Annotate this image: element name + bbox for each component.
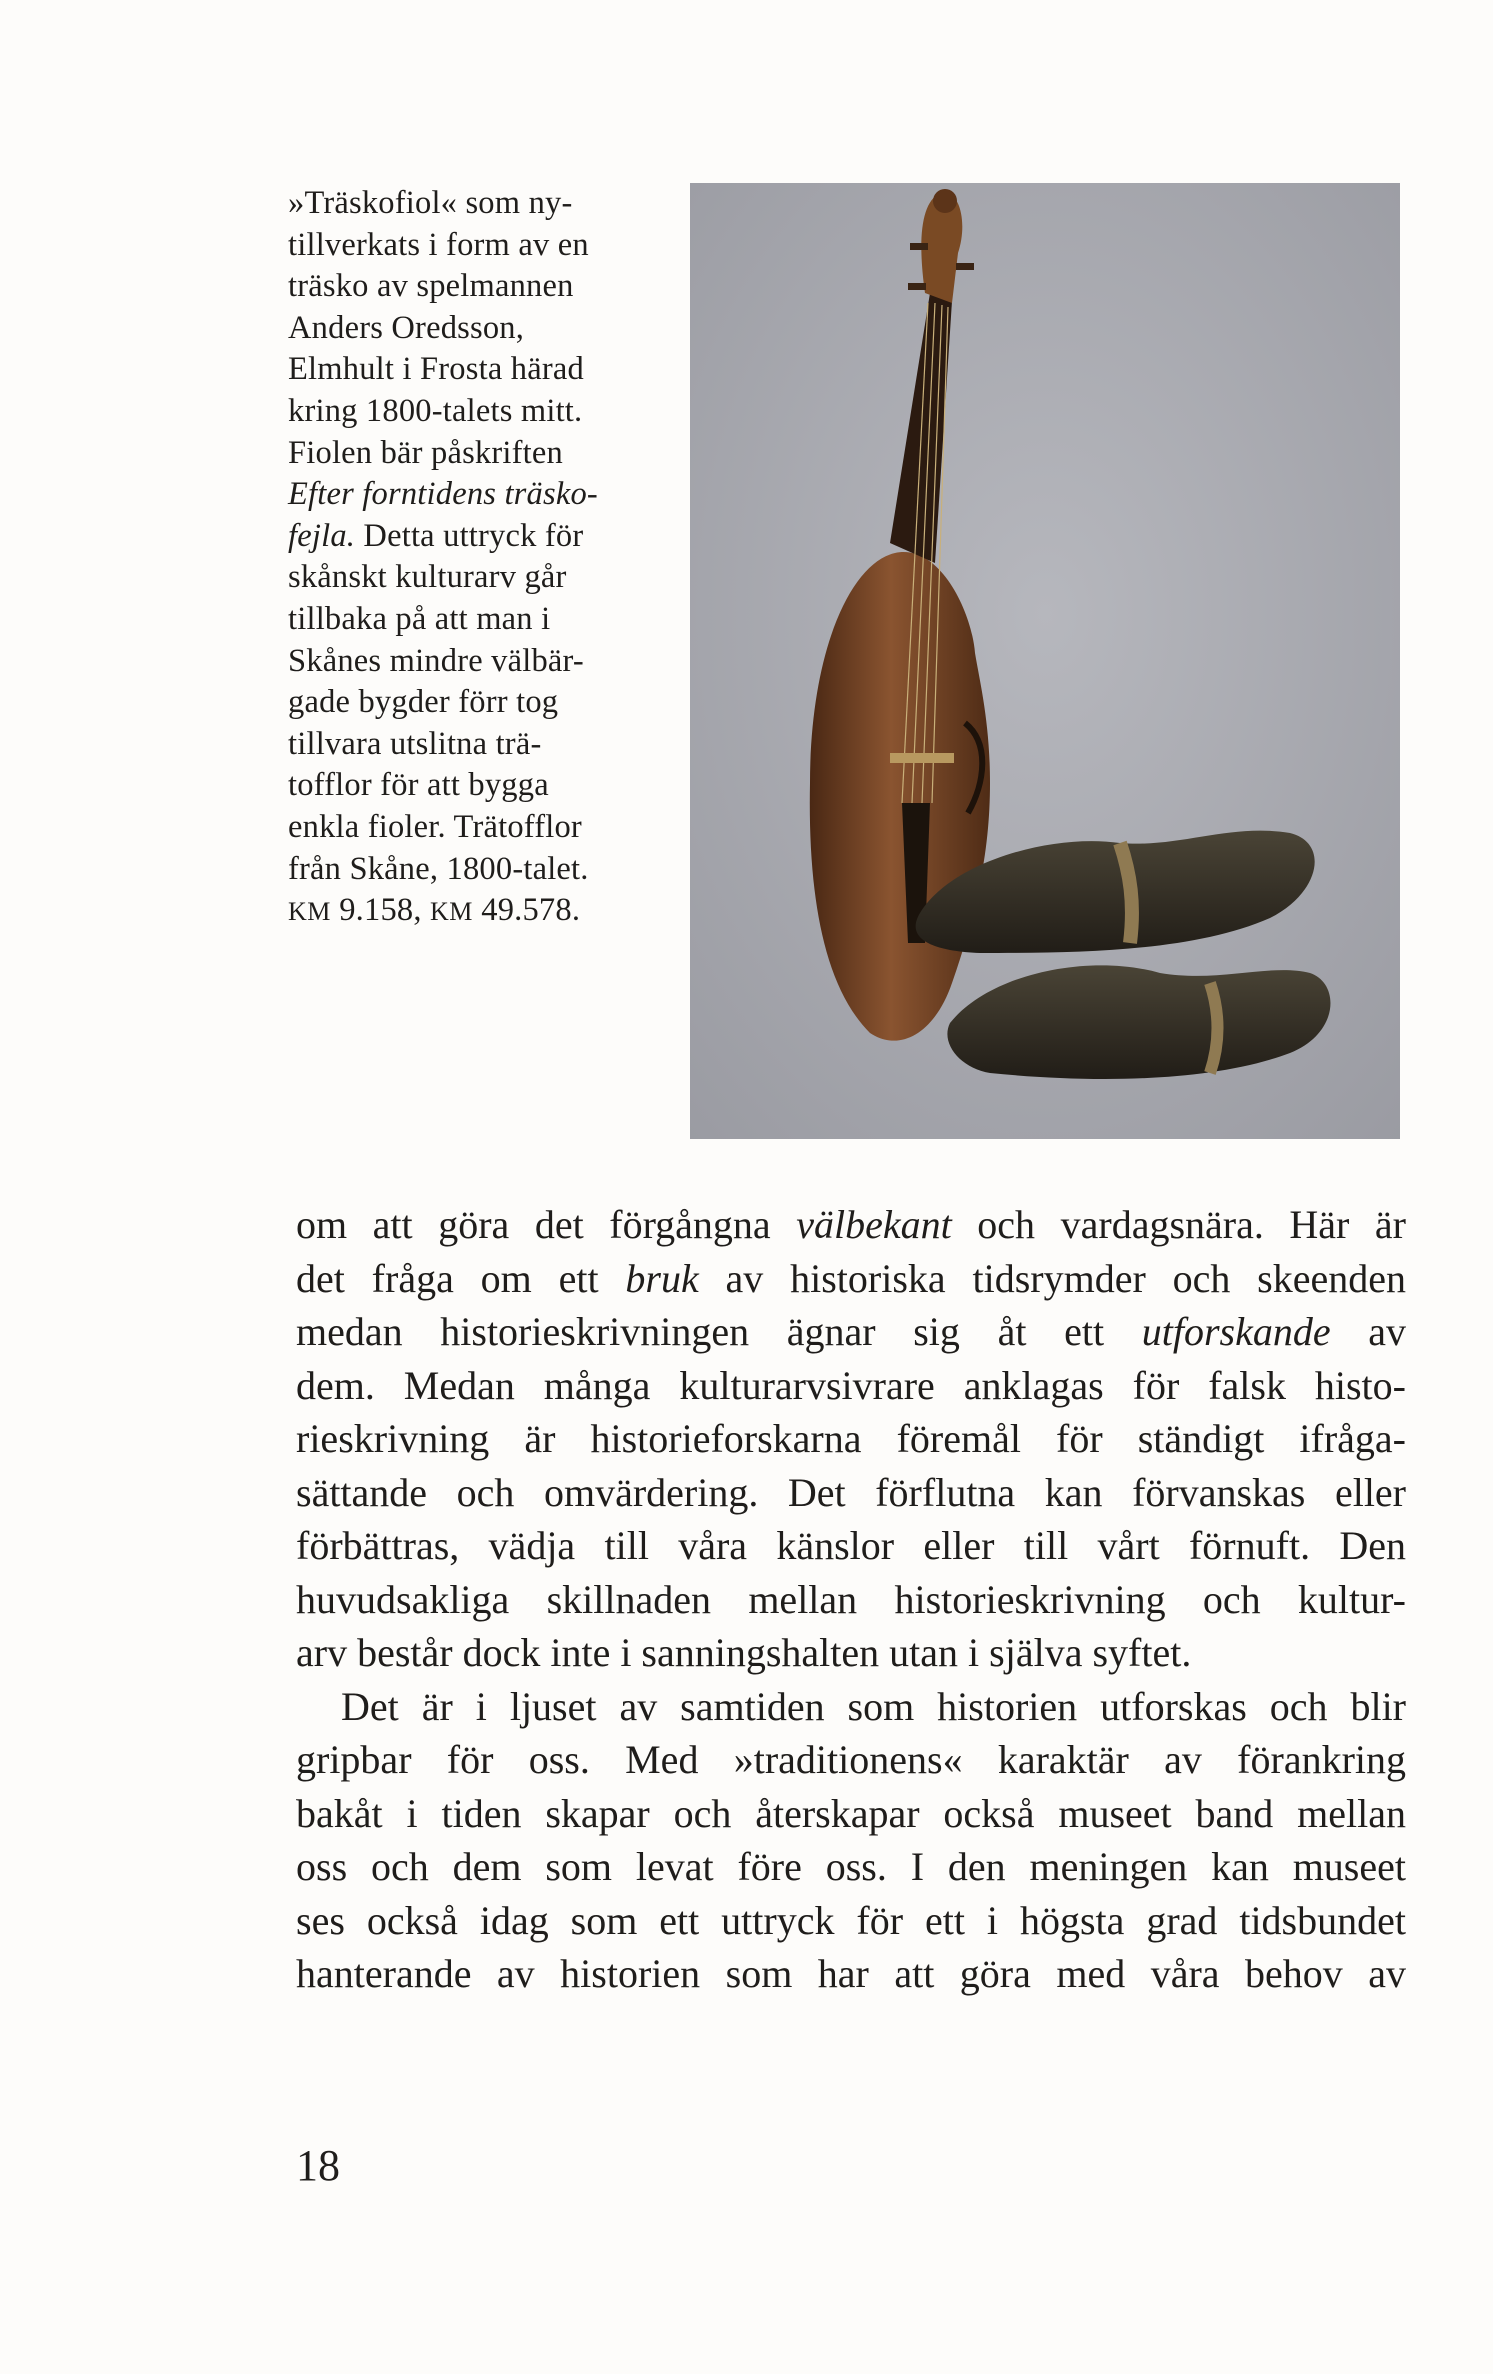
body-line (296, 1252, 1406, 1306)
body-line: Det är i ljuset av samtiden som historien utforskas och blir (341, 1683, 1406, 1729)
caption-line (288, 516, 648, 558)
inventory-number: 9.158, (330, 892, 431, 929)
fiddle-and-clogs-photo (690, 183, 1400, 1139)
museum-abbrev: KM (430, 897, 473, 927)
bridge-shape (890, 753, 954, 763)
caption-line: Skånes mindre välbär- (288, 642, 584, 679)
page-number: 18 (296, 2141, 340, 2190)
caption-line: tofflor för att bygga (288, 767, 549, 804)
body-text-segment: av (1330, 1309, 1406, 1354)
caption-line: träsko av spelmannen (288, 268, 574, 305)
main-body-text (296, 1198, 1406, 2001)
body-line: huvudsakliga skillnaden mellan historieskrivning och kultur- (296, 1576, 1406, 1622)
caption-text: Detta uttryck för (355, 517, 584, 554)
peg-shape (908, 283, 926, 290)
caption-inventory-numbers (288, 890, 648, 933)
body-line: ses också idag som ett uttryck för ett i högsta grad tidsbundet (296, 1897, 1406, 1943)
peg-shape (956, 263, 974, 270)
peg-shape (910, 243, 928, 250)
body-italic-term: välbekant (796, 1202, 952, 1247)
body-line: förbättras, vädja till våra känslor eller till vårt förnuft. Den (296, 1523, 1406, 1568)
fiddle-and-clogs-illustration (690, 183, 1400, 1139)
caption-line: skånskt kulturarv går (288, 559, 567, 596)
body-line: rieskrivning är historieforskarna föremål för ständigt ifråga- (296, 1416, 1406, 1461)
body-text-segment: av historiska tidsrymder och skeenden (698, 1255, 1406, 1301)
caption-line: Fiolen bär påskriften (288, 434, 563, 471)
caption-italic-inscription: fejla. (288, 517, 356, 554)
caption-line: tillverkats i form av en (288, 226, 589, 263)
caption-italic-inscription: Efter forntidens träsko- (288, 476, 598, 513)
caption-line: kring 1800-talets mitt. (288, 392, 583, 429)
body-line: dem. Medan många kulturarvsivrare anklagas för falsk histo- (296, 1362, 1406, 1408)
inventory-number: 49.578. (472, 892, 581, 929)
photo-caption (288, 183, 648, 933)
body-line (296, 1305, 1406, 1359)
caption-line: tillvara utslitna trä- (288, 725, 542, 762)
body-line: sättande och omvärdering. Det förflutna kan förvanskas eller (296, 1469, 1406, 1515)
body-italic-term: bruk (625, 1255, 699, 1301)
caption-line: från Skåne, 1800-talet. (288, 850, 589, 887)
body-italic-term: utforskande (1141, 1309, 1331, 1354)
caption-line: Elmhult i Frosta härad (288, 351, 584, 388)
scroll-head-shape (933, 189, 957, 213)
caption-line: tillbaka på att man i (288, 600, 551, 637)
body-line: oss och dem som levat före oss. I den meningen kan museet (296, 1844, 1406, 1889)
body-text-segment: om att göra det förgångna (296, 1202, 797, 1247)
body-text-segment: medan historieskrivningen ägnar sig åt ett (296, 1309, 1142, 1354)
body-line: bakåt i tiden skapar och återskapar också museet band mellan (296, 1790, 1406, 1836)
body-line: gripbar för oss. Med »traditionens« karaktär av förankring (296, 1737, 1406, 1782)
body-line: arv består dock inte i sanningshalten utan i själva syftet. (296, 1630, 1192, 1675)
body-text-segment: det fråga om ett (296, 1255, 626, 1301)
caption-line: enkla fioler. Trätofflor (288, 808, 582, 845)
caption-line: Anders Oredsson, (288, 309, 525, 346)
body-text-segment: och vardagsnära. Här är (951, 1202, 1406, 1247)
museum-abbrev: KM (288, 897, 331, 927)
caption-line (288, 474, 648, 516)
caption-line: gade bygder förr tog (288, 684, 559, 721)
body-line (296, 1198, 1406, 1252)
body-line: hanterande av historien som har att göra med våra behov av (296, 1951, 1406, 1996)
caption-line: »Träskofiol« som ny- (288, 185, 573, 221)
